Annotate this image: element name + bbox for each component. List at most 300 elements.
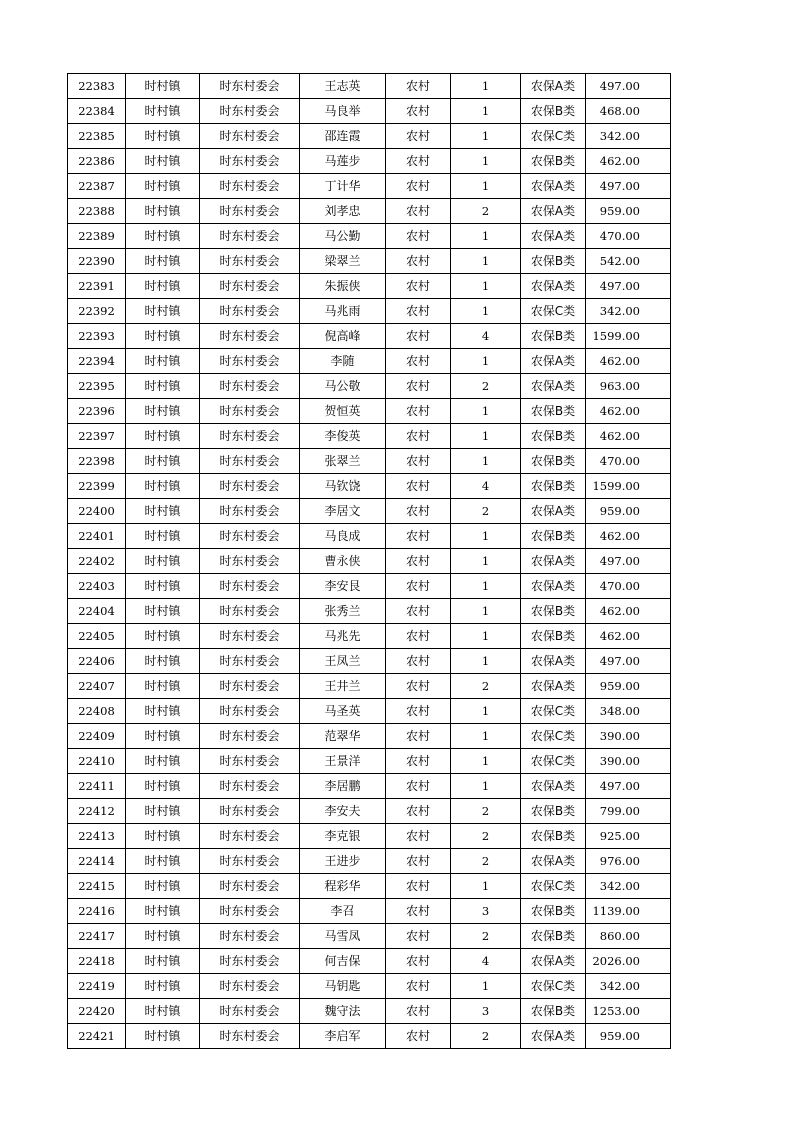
person-name-cell: 王井兰 xyxy=(300,674,386,699)
person-count-cell: 4 xyxy=(451,324,521,349)
record-id-cell: 22391 xyxy=(68,274,126,299)
town-cell: 时村镇 xyxy=(126,224,200,249)
amount-cell: 1139.00 xyxy=(586,899,671,924)
record-id-cell: 22393 xyxy=(68,324,126,349)
table-row xyxy=(68,749,671,774)
table-row xyxy=(68,349,671,374)
household-type-cell: 农村 xyxy=(386,374,451,399)
amount-cell: 497.00 xyxy=(586,774,671,799)
town-cell: 时村镇 xyxy=(126,124,200,149)
village-committee-cell: 时东村委会 xyxy=(200,324,300,349)
table-row xyxy=(68,249,671,274)
amount-cell: 497.00 xyxy=(586,74,671,99)
person-name-cell: 李居鹏 xyxy=(300,774,386,799)
record-id-cell: 22394 xyxy=(68,349,126,374)
town-cell: 时村镇 xyxy=(126,724,200,749)
household-type-cell: 农村 xyxy=(386,749,451,774)
amount-cell: 1253.00 xyxy=(586,999,671,1024)
person-count-cell: 1 xyxy=(451,649,521,674)
amount-cell: 860.00 xyxy=(586,924,671,949)
insurance-category-cell: 农保C类 xyxy=(521,749,586,774)
household-type-cell: 农村 xyxy=(386,474,451,499)
amount-cell: 348.00 xyxy=(586,699,671,724)
household-type-cell: 农村 xyxy=(386,624,451,649)
person-name-cell: 邵连霞 xyxy=(300,124,386,149)
village-committee-cell: 时东村委会 xyxy=(200,874,300,899)
village-committee-cell: 时东村委会 xyxy=(200,449,300,474)
person-count-cell: 1 xyxy=(451,74,521,99)
amount-cell: 959.00 xyxy=(586,1024,671,1049)
insurance-category-cell: 农保B类 xyxy=(521,99,586,124)
village-committee-cell: 时东村委会 xyxy=(200,624,300,649)
person-count-cell: 2 xyxy=(451,849,521,874)
village-committee-cell: 时东村委会 xyxy=(200,299,300,324)
table-row xyxy=(68,849,671,874)
town-cell: 时村镇 xyxy=(126,374,200,399)
insurance-category-cell: 农保A类 xyxy=(521,1024,586,1049)
person-name-cell: 马兆雨 xyxy=(300,299,386,324)
person-name-cell: 马钦饶 xyxy=(300,474,386,499)
person-name-cell: 张秀兰 xyxy=(300,599,386,624)
amount-cell: 976.00 xyxy=(586,849,671,874)
town-cell: 时村镇 xyxy=(126,199,200,224)
village-committee-cell: 时东村委会 xyxy=(200,474,300,499)
person-count-cell: 1 xyxy=(451,224,521,249)
table-row xyxy=(68,724,671,749)
person-name-cell: 李安夫 xyxy=(300,799,386,824)
person-count-cell: 1 xyxy=(451,874,521,899)
record-id-cell: 22417 xyxy=(68,924,126,949)
person-count-cell: 1 xyxy=(451,599,521,624)
table-row xyxy=(68,399,671,424)
table-row xyxy=(68,99,671,124)
person-name-cell: 丁计华 xyxy=(300,174,386,199)
town-cell: 时村镇 xyxy=(126,499,200,524)
amount-cell: 959.00 xyxy=(586,199,671,224)
records-table-body xyxy=(68,74,671,1049)
person-name-cell: 马莲步 xyxy=(300,149,386,174)
table-row xyxy=(68,624,671,649)
person-name-cell: 李启军 xyxy=(300,1024,386,1049)
household-type-cell: 农村 xyxy=(386,949,451,974)
person-count-cell: 2 xyxy=(451,824,521,849)
person-name-cell: 贺恒英 xyxy=(300,399,386,424)
household-type-cell: 农村 xyxy=(386,74,451,99)
person-count-cell: 2 xyxy=(451,1024,521,1049)
table-row xyxy=(68,774,671,799)
table-row xyxy=(68,499,671,524)
village-committee-cell: 时东村委会 xyxy=(200,724,300,749)
household-type-cell: 农村 xyxy=(386,874,451,899)
person-name-cell: 张翠兰 xyxy=(300,449,386,474)
village-committee-cell: 时东村委会 xyxy=(200,274,300,299)
table-row xyxy=(68,949,671,974)
insurance-category-cell: 农保A类 xyxy=(521,849,586,874)
amount-cell: 462.00 xyxy=(586,149,671,174)
person-count-cell: 1 xyxy=(451,149,521,174)
town-cell: 时村镇 xyxy=(126,949,200,974)
record-id-cell: 22384 xyxy=(68,99,126,124)
person-name-cell: 李俊英 xyxy=(300,424,386,449)
amount-cell: 470.00 xyxy=(586,574,671,599)
person-name-cell: 李召 xyxy=(300,899,386,924)
amount-cell: 462.00 xyxy=(586,524,671,549)
person-name-cell: 李安艮 xyxy=(300,574,386,599)
insurance-category-cell: 农保B类 xyxy=(521,424,586,449)
town-cell: 时村镇 xyxy=(126,149,200,174)
insurance-category-cell: 农保A类 xyxy=(521,349,586,374)
person-count-cell: 1 xyxy=(451,524,521,549)
insurance-category-cell: 农保A类 xyxy=(521,949,586,974)
table-row xyxy=(68,899,671,924)
village-committee-cell: 时东村委会 xyxy=(200,424,300,449)
person-name-cell: 王志英 xyxy=(300,74,386,99)
town-cell: 时村镇 xyxy=(126,349,200,374)
amount-cell: 390.00 xyxy=(586,724,671,749)
person-name-cell: 程彩华 xyxy=(300,874,386,899)
person-count-cell: 1 xyxy=(451,399,521,424)
table-row xyxy=(68,599,671,624)
household-type-cell: 农村 xyxy=(386,224,451,249)
insurance-category-cell: 农保A类 xyxy=(521,274,586,299)
village-committee-cell: 时东村委会 xyxy=(200,549,300,574)
town-cell: 时村镇 xyxy=(126,624,200,649)
person-count-cell: 1 xyxy=(451,174,521,199)
person-count-cell: 4 xyxy=(451,949,521,974)
amount-cell: 342.00 xyxy=(586,124,671,149)
person-count-cell: 1 xyxy=(451,624,521,649)
table-row xyxy=(68,374,671,399)
record-id-cell: 22405 xyxy=(68,624,126,649)
person-name-cell: 梁翠兰 xyxy=(300,249,386,274)
person-name-cell: 李居文 xyxy=(300,499,386,524)
household-type-cell: 农村 xyxy=(386,299,451,324)
insurance-category-cell: 农保A类 xyxy=(521,499,586,524)
insurance-category-cell: 农保A类 xyxy=(521,674,586,699)
insurance-category-cell: 农保C类 xyxy=(521,974,586,999)
table-row xyxy=(68,799,671,824)
insurance-category-cell: 农保A类 xyxy=(521,174,586,199)
record-id-cell: 22408 xyxy=(68,699,126,724)
person-name-cell: 曹永侠 xyxy=(300,549,386,574)
record-id-cell: 22404 xyxy=(68,599,126,624)
person-count-cell: 1 xyxy=(451,724,521,749)
record-id-cell: 22410 xyxy=(68,749,126,774)
insurance-category-cell: 农保A类 xyxy=(521,74,586,99)
household-type-cell: 农村 xyxy=(386,999,451,1024)
table-row xyxy=(68,199,671,224)
table-row xyxy=(68,424,671,449)
village-committee-cell: 时东村委会 xyxy=(200,524,300,549)
household-type-cell: 农村 xyxy=(386,574,451,599)
town-cell: 时村镇 xyxy=(126,649,200,674)
town-cell: 时村镇 xyxy=(126,99,200,124)
village-committee-cell: 时东村委会 xyxy=(200,749,300,774)
person-count-cell: 1 xyxy=(451,749,521,774)
town-cell: 时村镇 xyxy=(126,174,200,199)
amount-cell: 470.00 xyxy=(586,449,671,474)
person-count-cell: 1 xyxy=(451,349,521,374)
amount-cell: 470.00 xyxy=(586,224,671,249)
person-count-cell: 2 xyxy=(451,374,521,399)
insurance-category-cell: 农保B类 xyxy=(521,324,586,349)
records-table xyxy=(67,73,671,1049)
amount-cell: 462.00 xyxy=(586,399,671,424)
person-count-cell: 1 xyxy=(451,99,521,124)
table-row xyxy=(68,549,671,574)
household-type-cell: 农村 xyxy=(386,274,451,299)
person-count-cell: 1 xyxy=(451,424,521,449)
person-name-cell: 王凤兰 xyxy=(300,649,386,674)
person-name-cell: 王进步 xyxy=(300,849,386,874)
amount-cell: 342.00 xyxy=(586,874,671,899)
record-id-cell: 22406 xyxy=(68,649,126,674)
insurance-category-cell: 农保A类 xyxy=(521,374,586,399)
table-row xyxy=(68,1024,671,1049)
amount-cell: 1599.00 xyxy=(586,474,671,499)
amount-cell: 497.00 xyxy=(586,549,671,574)
household-type-cell: 农村 xyxy=(386,174,451,199)
village-committee-cell: 时东村委会 xyxy=(200,974,300,999)
person-count-cell: 1 xyxy=(451,124,521,149)
village-committee-cell: 时东村委会 xyxy=(200,799,300,824)
person-count-cell: 1 xyxy=(451,274,521,299)
table-row xyxy=(68,149,671,174)
amount-cell: 497.00 xyxy=(586,274,671,299)
household-type-cell: 农村 xyxy=(386,99,451,124)
record-id-cell: 22421 xyxy=(68,1024,126,1049)
record-id-cell: 22419 xyxy=(68,974,126,999)
amount-cell: 342.00 xyxy=(586,299,671,324)
town-cell: 时村镇 xyxy=(126,674,200,699)
person-count-cell: 1 xyxy=(451,249,521,274)
amount-cell: 462.00 xyxy=(586,599,671,624)
town-cell: 时村镇 xyxy=(126,1024,200,1049)
person-name-cell: 魏守法 xyxy=(300,999,386,1024)
record-id-cell: 22401 xyxy=(68,524,126,549)
person-count-cell: 4 xyxy=(451,474,521,499)
amount-cell: 963.00 xyxy=(586,374,671,399)
record-id-cell: 22413 xyxy=(68,824,126,849)
person-name-cell: 朱振侠 xyxy=(300,274,386,299)
record-id-cell: 22416 xyxy=(68,899,126,924)
town-cell: 时村镇 xyxy=(126,924,200,949)
person-name-cell: 李克银 xyxy=(300,824,386,849)
table-row xyxy=(68,699,671,724)
amount-cell: 497.00 xyxy=(586,174,671,199)
village-committee-cell: 时东村委会 xyxy=(200,249,300,274)
insurance-category-cell: 农保A类 xyxy=(521,224,586,249)
household-type-cell: 农村 xyxy=(386,449,451,474)
amount-cell: 2026.00 xyxy=(586,949,671,974)
village-committee-cell: 时东村委会 xyxy=(200,574,300,599)
village-committee-cell: 时东村委会 xyxy=(200,374,300,399)
amount-cell: 959.00 xyxy=(586,499,671,524)
amount-cell: 462.00 xyxy=(586,624,671,649)
table-row xyxy=(68,124,671,149)
insurance-category-cell: 农保C类 xyxy=(521,724,586,749)
table-row xyxy=(68,674,671,699)
insurance-category-cell: 农保A类 xyxy=(521,649,586,674)
insurance-category-cell: 农保A类 xyxy=(521,774,586,799)
household-type-cell: 农村 xyxy=(386,849,451,874)
record-id-cell: 22400 xyxy=(68,499,126,524)
person-count-cell: 1 xyxy=(451,549,521,574)
person-name-cell: 何吉保 xyxy=(300,949,386,974)
record-id-cell: 22383 xyxy=(68,74,126,99)
person-count-cell: 1 xyxy=(451,449,521,474)
village-committee-cell: 时东村委会 xyxy=(200,99,300,124)
person-count-cell: 1 xyxy=(451,574,521,599)
record-id-cell: 22403 xyxy=(68,574,126,599)
person-count-cell: 3 xyxy=(451,999,521,1024)
village-committee-cell: 时东村委会 xyxy=(200,949,300,974)
town-cell: 时村镇 xyxy=(126,424,200,449)
village-committee-cell: 时东村委会 xyxy=(200,849,300,874)
village-committee-cell: 时东村委会 xyxy=(200,124,300,149)
village-committee-cell: 时东村委会 xyxy=(200,599,300,624)
person-count-cell: 1 xyxy=(451,974,521,999)
insurance-category-cell: 农保B类 xyxy=(521,824,586,849)
household-type-cell: 农村 xyxy=(386,399,451,424)
village-committee-cell: 时东村委会 xyxy=(200,924,300,949)
record-id-cell: 22412 xyxy=(68,799,126,824)
town-cell: 时村镇 xyxy=(126,899,200,924)
village-committee-cell: 时东村委会 xyxy=(200,899,300,924)
amount-cell: 959.00 xyxy=(586,674,671,699)
town-cell: 时村镇 xyxy=(126,749,200,774)
insurance-category-cell: 农保B类 xyxy=(521,924,586,949)
village-committee-cell: 时东村委会 xyxy=(200,149,300,174)
record-id-cell: 22411 xyxy=(68,774,126,799)
record-id-cell: 22402 xyxy=(68,549,126,574)
household-type-cell: 农村 xyxy=(386,674,451,699)
household-type-cell: 农村 xyxy=(386,699,451,724)
insurance-category-cell: 农保B类 xyxy=(521,624,586,649)
household-type-cell: 农村 xyxy=(386,349,451,374)
person-name-cell: 马圣英 xyxy=(300,699,386,724)
record-id-cell: 22399 xyxy=(68,474,126,499)
person-count-cell: 2 xyxy=(451,674,521,699)
record-id-cell: 22386 xyxy=(68,149,126,174)
table-row xyxy=(68,74,671,99)
household-type-cell: 农村 xyxy=(386,499,451,524)
person-name-cell: 刘孝忠 xyxy=(300,199,386,224)
person-count-cell: 1 xyxy=(451,699,521,724)
town-cell: 时村镇 xyxy=(126,974,200,999)
insurance-category-cell: 农保B类 xyxy=(521,474,586,499)
record-id-cell: 22409 xyxy=(68,724,126,749)
household-type-cell: 农村 xyxy=(386,899,451,924)
record-id-cell: 22390 xyxy=(68,249,126,274)
record-id-cell: 22389 xyxy=(68,224,126,249)
amount-cell: 542.00 xyxy=(586,249,671,274)
table-row xyxy=(68,474,671,499)
person-name-cell: 马公敬 xyxy=(300,374,386,399)
town-cell: 时村镇 xyxy=(126,324,200,349)
household-type-cell: 农村 xyxy=(386,149,451,174)
household-type-cell: 农村 xyxy=(386,974,451,999)
record-id-cell: 22407 xyxy=(68,674,126,699)
person-count-cell: 1 xyxy=(451,299,521,324)
table-row xyxy=(68,874,671,899)
village-committee-cell: 时东村委会 xyxy=(200,224,300,249)
village-committee-cell: 时东村委会 xyxy=(200,774,300,799)
town-cell: 时村镇 xyxy=(126,799,200,824)
household-type-cell: 农村 xyxy=(386,824,451,849)
household-type-cell: 农村 xyxy=(386,549,451,574)
town-cell: 时村镇 xyxy=(126,874,200,899)
record-id-cell: 22414 xyxy=(68,849,126,874)
village-committee-cell: 时东村委会 xyxy=(200,674,300,699)
amount-cell: 462.00 xyxy=(586,349,671,374)
insurance-category-cell: 农保C类 xyxy=(521,699,586,724)
town-cell: 时村镇 xyxy=(126,474,200,499)
table-row xyxy=(68,524,671,549)
person-count-cell: 2 xyxy=(451,924,521,949)
insurance-category-cell: 农保B类 xyxy=(521,149,586,174)
table-row xyxy=(68,649,671,674)
record-id-cell: 22415 xyxy=(68,874,126,899)
person-count-cell: 1 xyxy=(451,774,521,799)
town-cell: 时村镇 xyxy=(126,699,200,724)
village-committee-cell: 时东村委会 xyxy=(200,1024,300,1049)
insurance-category-cell: 农保C类 xyxy=(521,874,586,899)
amount-cell: 342.00 xyxy=(586,974,671,999)
amount-cell: 799.00 xyxy=(586,799,671,824)
village-committee-cell: 时东村委会 xyxy=(200,699,300,724)
town-cell: 时村镇 xyxy=(126,599,200,624)
insurance-category-cell: 农保B类 xyxy=(521,799,586,824)
table-row xyxy=(68,999,671,1024)
amount-cell: 468.00 xyxy=(586,99,671,124)
insurance-category-cell: 农保B类 xyxy=(521,399,586,424)
person-count-cell: 2 xyxy=(451,199,521,224)
person-count-cell: 3 xyxy=(451,899,521,924)
town-cell: 时村镇 xyxy=(126,999,200,1024)
household-type-cell: 农村 xyxy=(386,649,451,674)
record-id-cell: 22388 xyxy=(68,199,126,224)
town-cell: 时村镇 xyxy=(126,849,200,874)
person-name-cell: 马良举 xyxy=(300,99,386,124)
amount-cell: 925.00 xyxy=(586,824,671,849)
person-name-cell: 马公勤 xyxy=(300,224,386,249)
household-type-cell: 农村 xyxy=(386,424,451,449)
record-id-cell: 22418 xyxy=(68,949,126,974)
person-name-cell: 马雪凤 xyxy=(300,924,386,949)
record-id-cell: 22385 xyxy=(68,124,126,149)
record-id-cell: 22387 xyxy=(68,174,126,199)
household-type-cell: 农村 xyxy=(386,324,451,349)
table-row xyxy=(68,174,671,199)
person-name-cell: 王景洋 xyxy=(300,749,386,774)
town-cell: 时村镇 xyxy=(126,274,200,299)
household-type-cell: 农村 xyxy=(386,524,451,549)
person-name-cell: 马钥匙 xyxy=(300,974,386,999)
table-row xyxy=(68,274,671,299)
person-name-cell: 马良成 xyxy=(300,524,386,549)
insurance-category-cell: 农保A类 xyxy=(521,574,586,599)
village-committee-cell: 时东村委会 xyxy=(200,174,300,199)
town-cell: 时村镇 xyxy=(126,774,200,799)
village-committee-cell: 时东村委会 xyxy=(200,399,300,424)
insurance-category-cell: 农保C类 xyxy=(521,299,586,324)
insurance-category-cell: 农保A类 xyxy=(521,549,586,574)
town-cell: 时村镇 xyxy=(126,574,200,599)
table-row xyxy=(68,324,671,349)
record-id-cell: 22395 xyxy=(68,374,126,399)
village-committee-cell: 时东村委会 xyxy=(200,349,300,374)
